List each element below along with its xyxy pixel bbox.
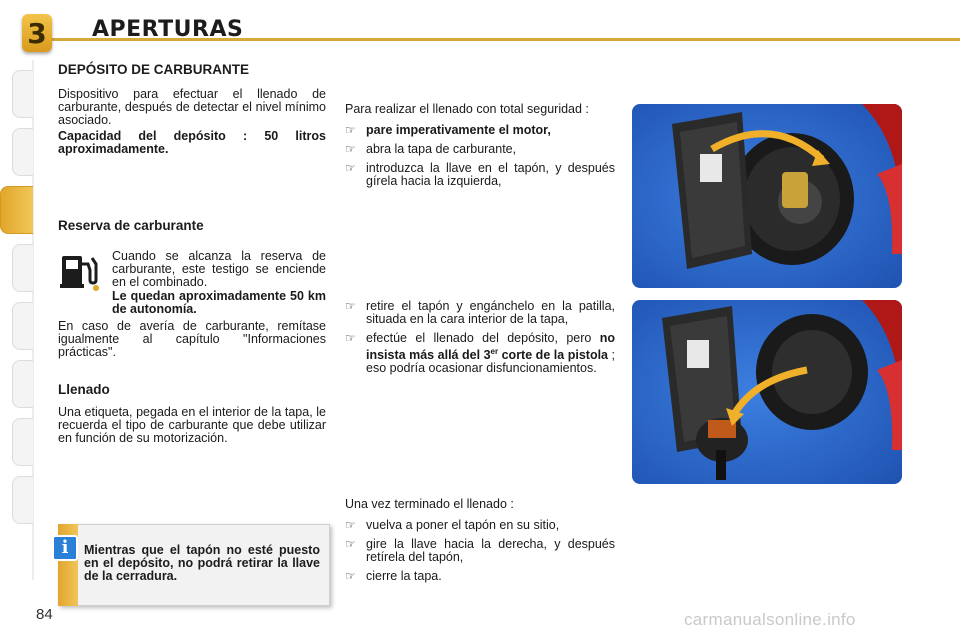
list-item: ☞ vuelva a poner el tapón en su sitio, — [345, 518, 560, 532]
section-fill — [58, 382, 326, 445]
chapter-tab-7[interactable] — [12, 418, 33, 466]
chapter-tab-6[interactable] — [12, 360, 33, 408]
page-title: APERTURAS — [92, 17, 244, 42]
capacity-text: Capacidad del depósito : 50 litros aproximadamente. — [58, 129, 326, 156]
reserve-title: Reserva de carburante — [58, 218, 204, 233]
reserve-more — [58, 290, 326, 359]
list-item: ☞ introduzca la llave en el tapón, y después gírela hacia la izquierda, — [345, 161, 615, 188]
hand-pointer-icon: ☞ — [345, 123, 356, 137]
hand-pointer-icon: ☞ — [345, 161, 356, 175]
hand-pointer-icon: ☞ — [345, 299, 356, 313]
steps-c-intro: Una vez terminado el llenado : — [345, 497, 514, 511]
list-item: ☞ cierre la tapa. — [345, 569, 442, 583]
watermark: carmanualsonline.info — [684, 610, 856, 629]
section-title: DEPÓSITO DE CARBURANTE — [58, 62, 250, 77]
steps-after — [345, 498, 615, 589]
chapter-tab-4[interactable] — [12, 244, 33, 292]
steps-before — [345, 103, 615, 194]
steps-during — [345, 300, 615, 381]
hand-pointer-icon: ☞ — [345, 569, 356, 583]
fuel-cap-photo-2 — [632, 300, 902, 484]
reserve-text: Cuando se alcanza la reserva de carburante, este testigo se enciende en el combinado. — [112, 249, 326, 289]
reserve-bold: Le quedan aproximadamente 50 km de autonomía. — [112, 289, 326, 316]
hand-pointer-icon: ☞ — [345, 518, 356, 532]
section-reserve — [58, 218, 326, 233]
list-item: ☞ efectúe el llenado del depósito, pero no insista más allá del 3er corte de la pistola ; eso podría ocasionar disfuncionamientos. — [345, 331, 615, 376]
list-item: ☞ gire la llave hacia la derecha, y después retírela del tapón, — [345, 537, 615, 564]
chapter-tab-8[interactable] — [12, 476, 33, 524]
fuel-pump-icon — [60, 250, 102, 292]
chapter-tab-1[interactable] — [12, 70, 33, 118]
info-text: Mientras que el tapón no esté puesto en el depósito, no podrá retirar la llave de la cerradura. — [84, 543, 320, 583]
hand-pointer-icon: ☞ — [345, 331, 356, 345]
reserve-desc — [112, 250, 326, 289]
chapter-tab-2[interactable] — [12, 128, 33, 176]
section-fuel-tank — [58, 62, 326, 156]
fill-title: Llenado — [58, 382, 110, 397]
intro-text: Dispositivo para efectuar el llenado de carburante, después de detectar el nivel mínimo asociado. — [58, 87, 326, 127]
reserve-text2: En caso de avería de carburante, remítase igualmente al capítulo "Informaciones prácticas". — [58, 319, 326, 359]
hand-pointer-icon: ☞ — [345, 142, 356, 156]
list-item: ☞ abra la tapa de carburante, — [345, 142, 517, 156]
chapter-tab-5[interactable] — [12, 302, 33, 350]
chapter-tab-3[interactable] — [0, 186, 33, 234]
chapter-number: 3 — [27, 16, 47, 50]
chapter-badge — [22, 14, 52, 52]
list-item: ☞ retire el tapón y engánchelo en la patilla, situada en la cara interior de la tapa, — [345, 299, 615, 326]
steps-a-intro: Para realizar el llenado con total seguridad : — [345, 102, 589, 116]
page-number: 84 — [36, 606, 53, 623]
info-icon: i — [52, 535, 78, 561]
list-item: ☞ pare imperativamente el motor, — [345, 123, 551, 137]
fuel-cap-photo-1 — [632, 104, 902, 288]
hand-pointer-icon: ☞ — [345, 537, 356, 551]
fill-text: Una etiqueta, pegada en el interior de la tapa, le recuerda el tipo de carburante que debe utilizar en función de su motorización. — [58, 405, 326, 445]
